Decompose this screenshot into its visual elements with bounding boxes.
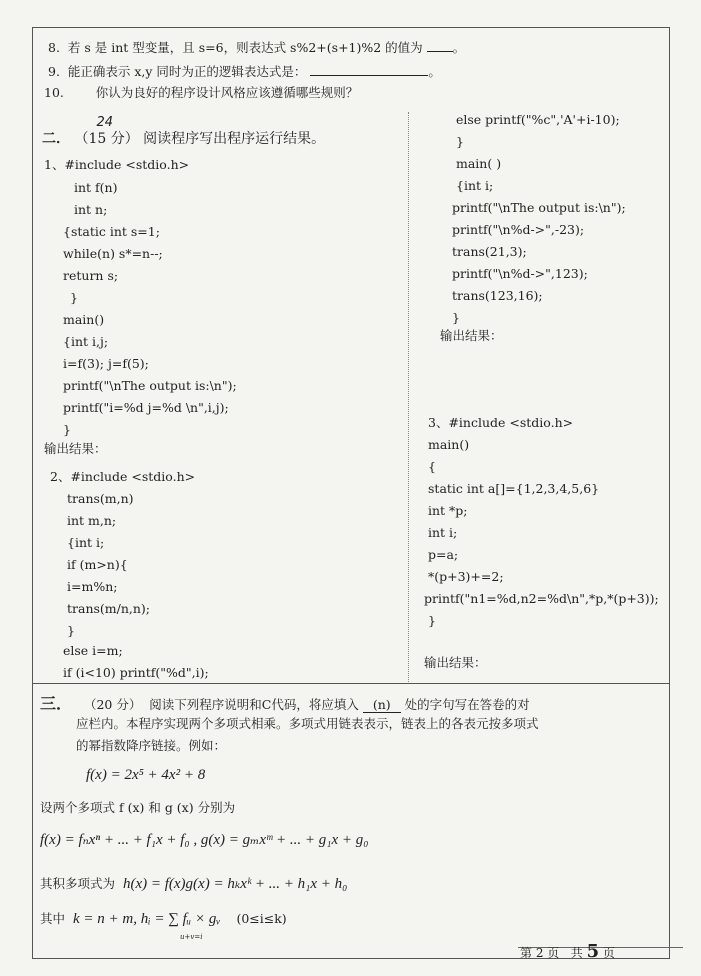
total-pages: 5 [586,941,600,962]
output-label: 输出结果： [440,328,503,343]
code-line: if (i<10) printf("%d",i); [63,665,209,680]
index-range: (0≤i≤k) [236,911,287,926]
question-9 [48,63,441,79]
question-number: 10. [44,85,64,100]
question-tail: 。 [452,40,466,55]
question-text: 你认为良好的程序设计风格应该遵循哪些规则？ [95,85,359,100]
code-line: } [63,422,71,437]
question-number: 8. [48,40,60,55]
code-line: p=a; [428,547,459,562]
f-definition: f(x) = fₙxⁿ + ... + f₁x + f₀ , [40,832,198,848]
output-label: 输出结果： [44,441,107,456]
code-line: } [70,290,78,305]
question-tail: 。 [428,64,441,79]
section3-number: 三． [40,694,73,713]
output-label: 输出结果： [424,655,487,670]
code-line: main( ) [456,156,502,171]
question-text: 能正确表示 x,y 同时为正的逻辑表达式是： [67,64,307,79]
original-score: （15 分） [74,131,139,147]
code-line: trans(123,16); [452,288,543,303]
code-line: {int i,j; [63,334,109,349]
section2-title: 阅读程序写出程序运行结果。 [143,131,326,147]
page-number: 第 2 页 [520,946,560,960]
code-line: int i; [428,525,458,540]
code-line: int *p; [428,503,468,518]
example-formula: f(x) = 2x⁵ + 4x² + 8 [86,767,206,783]
column-divider [408,112,409,682]
section3-line3: 的幂指数降序链接。例如： [76,738,227,753]
code-line: trans(21,3); [452,244,527,259]
code-line: {int i; [67,535,105,550]
code-line: } [67,623,75,638]
section3-score: （20 分） [83,697,142,712]
handwritten-score: 24 [96,115,113,130]
code-line: } [428,613,436,628]
code-line: while(n) s*=n--; [63,246,163,261]
code-line: printf("\n%d->",-23); [452,222,585,237]
code-line: return s; [63,268,119,283]
section2-heading [42,115,326,148]
where-formula: k = n + m, hᵢ = ∑ fᵤ × gᵥ [72,911,221,927]
code-line: printf("i=%d j=%d \n",i,j); [63,400,229,415]
where-line: 其中 k = n + m, hᵢ = ∑ fᵤ × gᵥ (0≤i≤k) [40,911,287,927]
blank-label: (n) [363,697,401,713]
code-line: 3、#include <stdio.h> [428,415,574,430]
code-line: i=m%n; [67,579,118,594]
code-line: trans(m,n) [67,491,134,506]
code-line: } [452,310,460,325]
answer-blank[interactable] [427,39,453,52]
code-line: *(p+3)+=2; [428,569,504,584]
section2-score [74,115,139,148]
code-line: 1、#include <stdio.h> [44,157,190,172]
code-line: printf("\n%d->",123); [452,266,588,281]
page-footer: 第 2 页 共 5 页 [520,941,615,962]
product-formula: h(x) = f(x)g(x) = hₖxᵏ + ... + h₁x + h₀ [122,876,348,892]
section3-line2: 应栏内。本程序实现两个多项式相乘。多项式用链表表示，链表上的各表元按多项式 [76,716,539,731]
definition-formula [40,831,368,849]
code-line: main() [428,437,470,452]
code-line: {static int s=1; [63,224,160,239]
code-line: int f(n) [74,180,118,195]
code-line: int m,n; [67,513,117,528]
code-line: printf("\nThe output is:\n"); [452,200,626,215]
code-line: if (m>n){ [67,557,128,572]
code-line: printf("\nThe output is:\n"); [63,378,237,393]
code-line: {int i; [456,178,494,193]
question-text: 若 s 是 int 型变量，且 s=6，则表达式 s%2+(s+1)%2 的值为 [67,40,423,55]
code-line: main() [63,312,105,327]
question-8 [48,39,465,55]
code-line: { [428,459,436,474]
section3-separator [33,683,669,685]
question-10 [44,85,358,100]
section3-line1: 三． （20 分） 阅读下列程序说明和C代码，将应填入 (n) 处的字句写在答卷的对 [40,694,530,713]
code-line: trans(m/n,n); [67,601,151,616]
code-line: else printf("%c",'A'+i-10); [456,112,620,127]
section2-number: 二． [42,131,70,147]
g-definition: g(x) = gₘxᵐ + ... + g₁x + g₀ [200,832,369,848]
code-line: printf("n1=%d,n2=%d\n",*p,*(p+3)); [424,591,659,606]
code-line: int n; [74,202,108,217]
code-line: } [456,134,464,149]
code-line: else i=m; [63,643,123,658]
product-line: 其积多项式为 h(x) = f(x)g(x) = hₖxᵏ + ... + h₁x + h₀ [40,876,348,892]
code-line: i=f(3); j=f(5); [63,356,149,371]
code-line: 2、#include <stdio.h> [50,469,196,484]
sum-subscript: u+v=i [180,933,203,941]
answer-blank[interactable] [310,63,428,76]
code-line: static int a[]={1,2,3,4,5,6} [428,481,600,496]
set-text: 设两个多项式 f (x) 和 g (x) 分别为 [40,800,236,815]
question-number: 9. [48,64,60,79]
